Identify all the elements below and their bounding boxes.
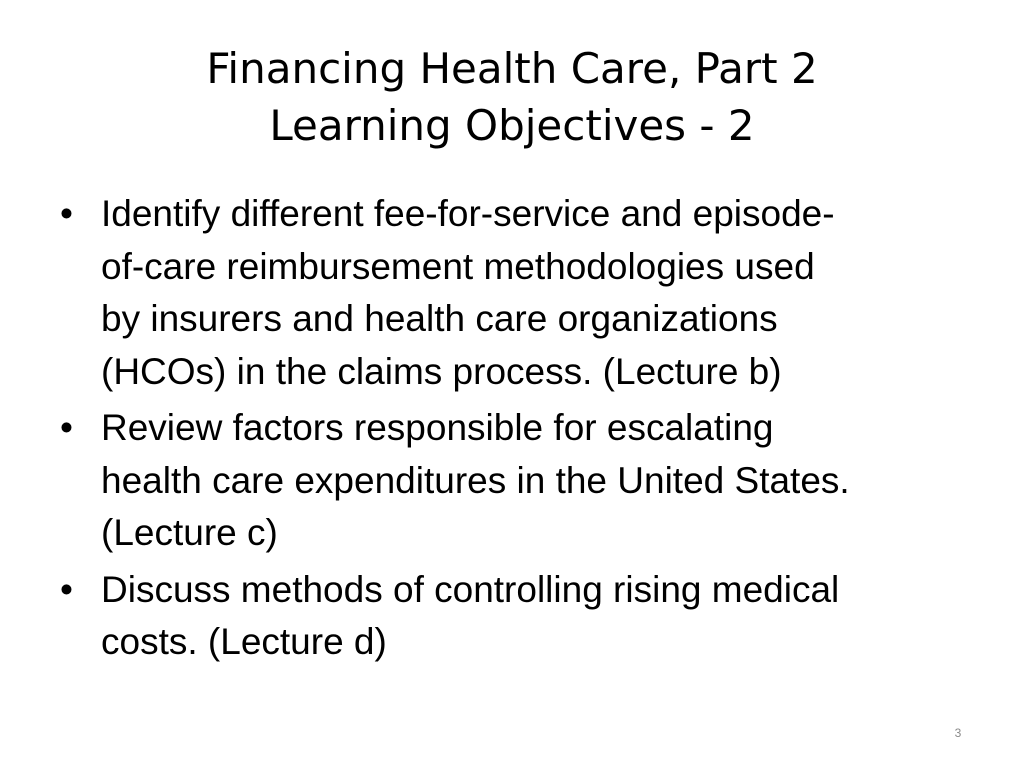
bullet-icon: • [60,193,73,234]
objective-item-1 [58,188,978,398]
slide-title [60,40,964,154]
objective-item-3 [58,564,978,669]
objective-3-line-2: costs. (Lecture d) [101,621,387,662]
slide-title-line-1: Financing Health Care, Part 2 [206,44,818,93]
objective-3-line-1: Discuss methods of controlling rising medical [101,568,840,610]
objective-1-line-3: by insurers and health care organizations [101,298,778,339]
objective-1-line-1: Identify different fee-for-service and episode- [101,193,835,234]
bullet-icon: • [60,407,73,448]
objective-1-line-2: of-care reimbursement methodologies used [101,245,815,287]
slide-title-line-2: Learning Objectives - 2 [269,101,755,150]
bullet-icon: • [60,568,73,610]
learning-objectives-list [58,188,978,673]
objective-2-line-2: health care expenditures in the United States. [101,459,850,501]
objective-item-2 [58,402,978,560]
objective-2-line-3: (Lecture c) [101,512,278,553]
objective-2-line-1: Review factors responsible for escalating [101,407,774,448]
objective-1-line-4: (HCOs) in the claims process. (Lecture b) [101,350,782,392]
slide-page-number: 3 [954,726,962,740]
